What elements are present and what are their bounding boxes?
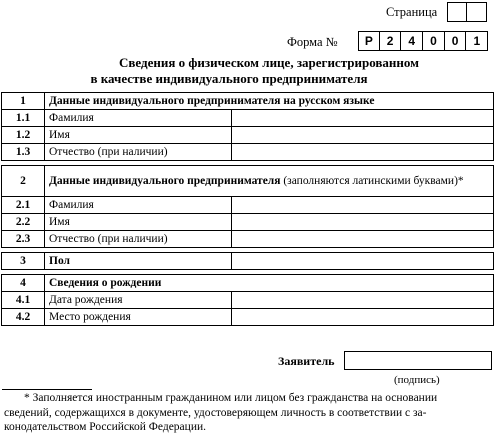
row-number: 1.1 bbox=[2, 110, 45, 127]
row-label: Дата рождения bbox=[45, 292, 232, 309]
signature-field[interactable] bbox=[344, 351, 492, 370]
section-number: 1 bbox=[2, 93, 45, 110]
table-row bbox=[2, 292, 494, 309]
table-row bbox=[2, 110, 494, 127]
section-title-text: Данные индивидуального предпринимателя bbox=[49, 174, 281, 187]
page-number-boxes bbox=[447, 2, 487, 22]
row-number: 4.1 bbox=[2, 292, 45, 309]
section-header-1 bbox=[2, 93, 494, 110]
section-title: Пол bbox=[45, 253, 232, 270]
row-label: Фамилия bbox=[45, 110, 232, 127]
form-code-cell: 1 bbox=[466, 31, 488, 51]
name-latin-field[interactable] bbox=[232, 214, 494, 231]
footnote-line-2: сведений, содержащихся в документе, удостоверяющем личность в соответствии с за- bbox=[4, 406, 427, 419]
table-row bbox=[2, 214, 494, 231]
section-title: Данные индивидуального предпринимателя на русском языке bbox=[45, 93, 494, 110]
birth-date-field[interactable] bbox=[232, 292, 494, 309]
document-title-line-1: Сведения о физическом лице, зарегистрированном bbox=[119, 55, 419, 70]
table-row bbox=[2, 144, 494, 161]
section-number: 2 bbox=[2, 166, 45, 197]
row-number: 1.3 bbox=[2, 144, 45, 161]
footnote bbox=[4, 391, 494, 435]
signature-caption: (подпись) bbox=[394, 374, 440, 386]
section-title-note: (заполняются латинскими буквами)* bbox=[283, 174, 464, 187]
footnote-line-3: конодательством Российской Федерации. bbox=[4, 421, 206, 434]
form-code-cell: 2 bbox=[380, 31, 402, 51]
form-code-cell: 4 bbox=[401, 31, 423, 51]
page-number-box-1[interactable] bbox=[447, 2, 467, 22]
section-number: 3 bbox=[2, 253, 45, 270]
row-number: 2.1 bbox=[2, 197, 45, 214]
section-number: 4 bbox=[2, 275, 45, 292]
row-label: Отчество (при наличии) bbox=[45, 231, 232, 248]
table-row bbox=[2, 309, 494, 326]
row-label: Имя bbox=[45, 127, 232, 144]
page-label: Страница bbox=[386, 5, 438, 19]
form-code-cell: 0 bbox=[445, 31, 467, 51]
page-number-box-2[interactable] bbox=[467, 2, 487, 22]
form-code bbox=[358, 31, 488, 51]
row-number: 2.3 bbox=[2, 231, 45, 248]
surname-latin-field[interactable] bbox=[232, 197, 494, 214]
row-label: Место рождения bbox=[45, 309, 232, 326]
patronymic-latin-field[interactable] bbox=[232, 231, 494, 248]
name-ru-field[interactable] bbox=[232, 127, 494, 144]
row-number: 1.2 bbox=[2, 127, 45, 144]
surname-ru-field[interactable] bbox=[232, 110, 494, 127]
row-label: Фамилия bbox=[45, 197, 232, 214]
table-row bbox=[2, 127, 494, 144]
sex-field[interactable] bbox=[232, 253, 494, 270]
form-code-cell: 0 bbox=[423, 31, 445, 51]
row-number: 4.2 bbox=[2, 309, 45, 326]
section-header-3 bbox=[2, 253, 494, 270]
section-title: Сведения о рождении bbox=[45, 275, 494, 292]
form-code-cell: Р bbox=[358, 31, 380, 51]
table-row bbox=[2, 231, 494, 248]
section-title bbox=[45, 166, 494, 197]
applicant-label: Заявитель bbox=[278, 354, 335, 368]
document-title-line-2: в качестве индивидуального предпринимателя bbox=[90, 71, 368, 86]
section-header-4 bbox=[2, 275, 494, 292]
row-label: Имя bbox=[45, 214, 232, 231]
footnote-divider bbox=[2, 389, 92, 390]
row-label: Отчество (при наличии) bbox=[45, 144, 232, 161]
birth-place-field[interactable] bbox=[232, 309, 494, 326]
row-number: 2.2 bbox=[2, 214, 45, 231]
form-table bbox=[1, 92, 494, 326]
section-header-2 bbox=[2, 166, 494, 197]
table-row bbox=[2, 197, 494, 214]
footnote-line-1: * Заполняется иностранным гражданином или лицом без гражданства на основании bbox=[24, 392, 438, 404]
patronymic-ru-field[interactable] bbox=[232, 144, 494, 161]
form-label: Форма № bbox=[287, 35, 338, 49]
